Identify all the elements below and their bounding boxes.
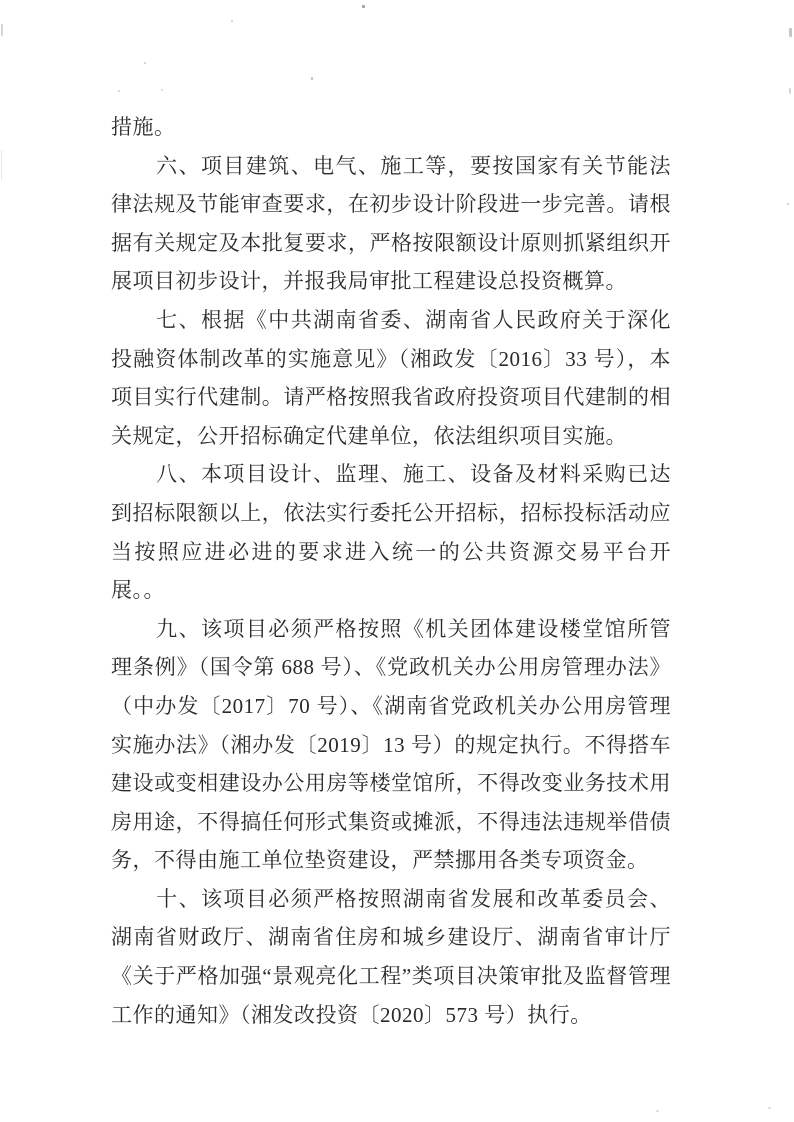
paragraph-item-8: 八、本项目设计、监理、施工、设备及材料采购已达到招标限额以上，依法实行委托公开招标，招标投标活动应当按照应进必进的要求进入统一的公共资源交易平台开展。。 <box>111 462 671 603</box>
scan-speck <box>1 24 3 36</box>
paragraph-item-7: 七、根据《中共湖南省委、湖南省人民政府关于深化投融资体制改革的实施意见》（湘政发〔2016〕33 号），本项目实行代建制。请严格按照我省政府投资项目代建制的相关规定，公开招标确定代建单位，依法组织项目实施。 <box>111 307 671 448</box>
scan-speck <box>789 28 792 37</box>
scan-speck <box>1 150 2 180</box>
scan-speck <box>768 1107 771 1109</box>
scan-speck <box>311 77 313 80</box>
scan-speck <box>231 20 233 22</box>
scan-speck <box>362 5 365 8</box>
scan-speck <box>161 89 163 91</box>
paragraph-item-6: 六、项目建筑、电气、施工等，要按国家有关节能法律法规及节能审查要求，在初步设计阶段进一步完善。请根据有关规定及本批复要求，严格按限额设计原则抓紧组织开展项目初步设计，并报我局审批工程建设总投资概算。 <box>111 153 671 294</box>
scan-speck <box>144 62 146 64</box>
scan-speck <box>118 90 120 92</box>
scan-speck <box>505 1011 507 1013</box>
paragraph-item-9: 九、该项目必须严格按照《机关团体建设楼堂馆所管理条例》（国令第 688 号）、《党政机关办公用房管理办法》（中办发〔2017〕70 号）、《湖南省党政机关办公用房管理实施办法》（湘办发〔2019〕13 号）的规定执行。不得搭车建设或变相建设办公用房等楼堂馆所，不得改变业务技术用房用途，不得搞任何形式集资或摊派，不得违法违规举借债务，不得由施工单位垫资建设，严禁挪用各类专项资金。 <box>111 616 671 873</box>
scan-speck <box>787 203 789 205</box>
paragraph-continuation-tail: 措施。 <box>111 115 176 139</box>
scan-speck <box>656 1110 659 1112</box>
scan-speck <box>789 88 791 94</box>
document-body <box>111 108 671 1034</box>
paragraph-item-10: 十、该项目必须严格按照湖南省发展和改革委员会、湖南省财政厅、湖南省住房和城乡建设厅、湖南省审计厅《关于严格加强“景观亮化工程”类项目决策审批及监督管理工作的通知》（湘发改投资〔2020〕573 号）执行。 <box>111 886 671 1027</box>
